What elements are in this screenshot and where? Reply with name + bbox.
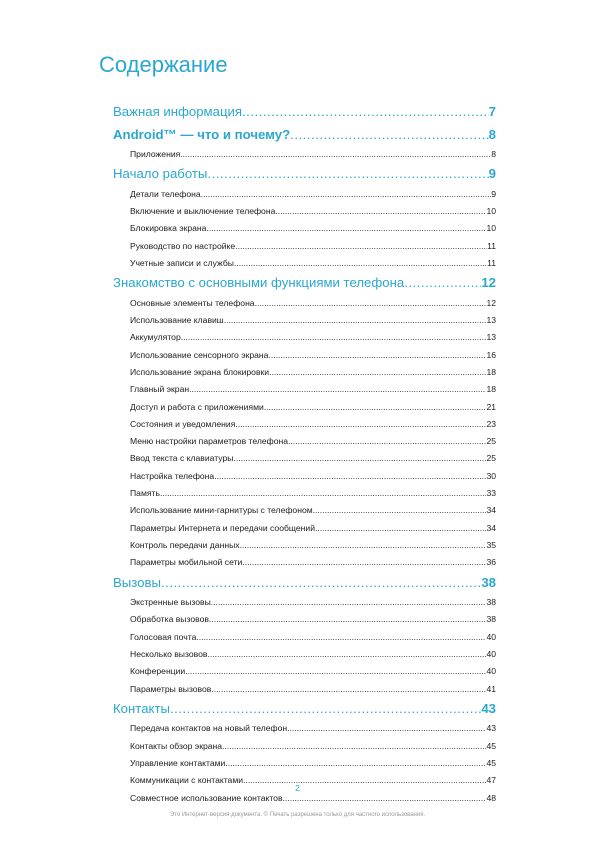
toc-entry-title: Блокировка экрана xyxy=(130,223,207,234)
dot-leader xyxy=(287,720,486,737)
toc-page-number: 25 xyxy=(486,436,496,447)
toc-entry-title: Руководство по настройке xyxy=(130,240,236,251)
toc-entry-title: Основные элементы телефона xyxy=(130,297,255,308)
dot-leader xyxy=(235,416,486,433)
toc-page-number: 25 xyxy=(486,453,496,464)
toc-entry-title: Начало работы xyxy=(113,166,208,182)
toc-entry[interactable] xyxy=(113,629,496,646)
toc-entry-title: Аккумулятор xyxy=(130,332,181,343)
dot-leader xyxy=(214,468,486,485)
toc-page-number: 33 xyxy=(486,488,496,499)
toc-entry-title: Главный экран xyxy=(130,384,190,395)
dot-leader xyxy=(206,220,486,237)
toc-entry[interactable] xyxy=(113,381,496,398)
toc-entry-title: Конференции xyxy=(130,666,186,677)
toc-entry[interactable] xyxy=(113,663,496,680)
toc-page-number: 11 xyxy=(487,240,496,251)
toc-page-number: 38 xyxy=(481,574,496,590)
dot-leader xyxy=(207,163,488,186)
toc-page-number: 18 xyxy=(486,384,496,395)
toc-page-number: 36 xyxy=(486,557,496,568)
dot-leader xyxy=(185,663,486,680)
toc-page-number: 41 xyxy=(486,683,496,694)
toc-entry-title: Вызовы xyxy=(113,574,161,590)
toc-page-number: 12 xyxy=(486,297,496,308)
toc-entry-title: Коммуникации с контактами xyxy=(130,775,244,786)
toc-entry-title: Учетные записи и службы xyxy=(130,257,234,268)
toc-entry[interactable] xyxy=(113,537,496,554)
toc-entry-title: Включение и выключение телефона xyxy=(130,206,276,217)
toc-entry-title: Использование мини-гарнитуры с телефоном xyxy=(130,505,313,516)
dot-leader xyxy=(211,594,487,611)
toc-entry-title: Параметры Интернета и передачи сообщений xyxy=(130,522,315,533)
toc-entry[interactable] xyxy=(113,220,496,237)
toc-page-number: 40 xyxy=(486,648,496,659)
toc-page-number: 16 xyxy=(486,349,496,360)
toc-page-number: 38 xyxy=(486,614,496,625)
dot-leader xyxy=(404,272,481,295)
toc-entry[interactable] xyxy=(113,646,496,663)
dot-leader xyxy=(275,203,486,220)
toc-entry[interactable] xyxy=(113,347,496,364)
toc-entry-title: Знакомство с основными функциями телефона xyxy=(113,275,405,291)
toc-entry-title: Параметры мобильной сети xyxy=(130,557,243,568)
dot-leader xyxy=(268,347,486,364)
toc-section[interactable] xyxy=(113,124,496,147)
dot-leader xyxy=(288,433,486,450)
toc-page-number: 23 xyxy=(486,418,496,429)
toc-page-number: 40 xyxy=(486,666,496,677)
toc-entry[interactable] xyxy=(113,329,496,346)
toc-page-number: 43 xyxy=(486,723,496,734)
toc-entry[interactable] xyxy=(113,312,496,329)
toc-page-number: 45 xyxy=(486,757,496,768)
dot-leader xyxy=(313,502,487,519)
toc-page-number: 48 xyxy=(486,792,496,803)
toc-page-number: 13 xyxy=(486,332,496,343)
page-title: Содержание xyxy=(99,52,228,77)
toc-entry-title: Использование сенсорного экрана xyxy=(130,349,269,360)
dot-leader xyxy=(189,381,486,398)
toc-entry[interactable] xyxy=(113,364,496,381)
toc-page-number: 9 xyxy=(488,166,496,182)
dot-leader xyxy=(222,738,486,755)
toc-page-number: 12 xyxy=(481,275,496,291)
toc-entry[interactable] xyxy=(113,450,496,467)
toc-entry-title: Использование клавиш xyxy=(130,315,224,326)
dot-leader xyxy=(225,755,486,772)
dot-leader xyxy=(211,681,486,698)
dot-leader xyxy=(315,520,486,537)
toc-entry[interactable] xyxy=(113,399,496,416)
dot-leader xyxy=(234,255,487,272)
toc-entry[interactable] xyxy=(113,295,496,312)
toc-entry[interactable] xyxy=(113,146,496,163)
toc-entry[interactable] xyxy=(113,468,496,485)
toc-entry[interactable] xyxy=(113,433,496,450)
toc-page-number: 18 xyxy=(486,366,496,377)
toc-entry[interactable] xyxy=(113,203,496,220)
toc-page-number: 11 xyxy=(487,257,496,268)
toc-entry-title: Передача контактов на новый телефон xyxy=(130,723,288,734)
table-of-contents xyxy=(113,101,496,807)
toc-section[interactable] xyxy=(113,698,496,721)
dot-leader xyxy=(207,646,486,663)
toc-entry-title: Ввод текста с клавиатуры xyxy=(130,453,234,464)
toc-entry-title: Голосовая почта xyxy=(130,631,197,642)
toc-entry-title: Совместное использование контактов xyxy=(130,792,283,803)
toc-entry[interactable] xyxy=(113,681,496,698)
toc-entry-title: Обработка вызовов xyxy=(130,614,209,625)
toc-page-number: 30 xyxy=(486,470,496,481)
toc-page-number: 38 xyxy=(486,597,496,608)
toc-entry-title: Настройка телефона xyxy=(130,470,215,481)
toc-entry-title: Контакты xyxy=(113,700,170,716)
toc-page-number: 47 xyxy=(486,775,496,786)
dot-leader xyxy=(255,295,487,312)
toc-entry-title: Приложения xyxy=(130,149,181,159)
toc-entry[interactable] xyxy=(113,255,496,272)
toc-page-number: 43 xyxy=(481,700,496,716)
toc-entry-title: Память xyxy=(130,488,160,499)
toc-entry-title: Экстренные вызовы xyxy=(130,597,211,608)
toc-page-number: 8 xyxy=(488,126,496,142)
toc-entry[interactable] xyxy=(113,594,496,611)
toc-page-number: 40 xyxy=(486,631,496,642)
toc-entry-title: Детали телефона xyxy=(130,188,201,199)
toc-entry[interactable] xyxy=(113,720,496,737)
dot-leader xyxy=(161,572,481,595)
dot-leader xyxy=(235,238,487,255)
toc-entry-title: Контроль передачи данных xyxy=(130,539,240,550)
dot-leader xyxy=(180,146,491,163)
toc-entry[interactable] xyxy=(113,520,496,537)
toc-section[interactable] xyxy=(113,572,496,595)
dot-leader xyxy=(233,450,486,467)
toc-entry[interactable] xyxy=(113,502,496,519)
dot-leader xyxy=(160,485,487,502)
toc-entry-title: Важная информация xyxy=(113,104,243,119)
toc-entry[interactable] xyxy=(113,416,496,433)
toc-entry[interactable] xyxy=(113,485,496,502)
toc-page-number: 10 xyxy=(486,206,496,217)
toc-entry-title: Управление контактами xyxy=(130,757,226,768)
dot-leader xyxy=(224,312,487,329)
dot-leader xyxy=(181,329,487,346)
toc-entry-title: Меню настройки параметров телефона xyxy=(130,436,289,447)
toc-page-number: 34 xyxy=(486,505,496,516)
toc-page-number: 8 xyxy=(491,149,496,159)
copyright-note: Это Интернет-версия документа. © Печать разрешена только для частного использования. xyxy=(169,812,426,818)
toc-entry[interactable] xyxy=(113,738,496,755)
toc-entry-title: Контакты обзор экрана xyxy=(130,740,223,751)
dot-leader xyxy=(240,537,487,554)
dot-leader xyxy=(269,364,486,381)
toc-page-number: 9 xyxy=(491,188,496,199)
toc-page-number: 45 xyxy=(486,740,496,751)
dot-leader xyxy=(242,101,489,124)
toc-page-number: 13 xyxy=(486,315,496,326)
toc-section[interactable] xyxy=(113,272,496,295)
dot-leader xyxy=(209,611,487,628)
toc-entry[interactable] xyxy=(113,186,496,203)
dot-leader xyxy=(201,186,492,203)
toc-page-number: 34 xyxy=(486,522,496,533)
dot-leader xyxy=(196,629,486,646)
toc-page-number: 35 xyxy=(486,539,496,550)
toc-page-number: 10 xyxy=(486,223,496,234)
dot-leader xyxy=(170,698,481,721)
toc-section[interactable] xyxy=(113,163,496,186)
page-number: 2 xyxy=(295,783,300,793)
toc-entry-title: Параметры вызовов xyxy=(130,683,212,694)
toc-page-number: 21 xyxy=(486,401,496,412)
toc-entry[interactable] xyxy=(113,554,496,571)
dot-leader xyxy=(290,124,489,147)
toc-entry[interactable] xyxy=(113,755,496,772)
dot-leader xyxy=(242,554,486,571)
toc-entry-title: Состояния и уведомления xyxy=(130,418,236,429)
toc-entry-title: Доступ и работа с приложениями xyxy=(130,401,264,412)
dot-leader xyxy=(264,399,487,416)
toc-entry-title: Использование экрана блокировки xyxy=(130,366,270,377)
toc-section[interactable] xyxy=(113,101,496,124)
toc-page-number: 7 xyxy=(488,104,496,119)
toc-entry[interactable] xyxy=(113,238,496,255)
toc-entry[interactable] xyxy=(113,611,496,628)
toc-entry-title: Несколько вызовов xyxy=(130,648,208,659)
toc-entry-title: Android™ — что и почему? xyxy=(113,126,291,142)
